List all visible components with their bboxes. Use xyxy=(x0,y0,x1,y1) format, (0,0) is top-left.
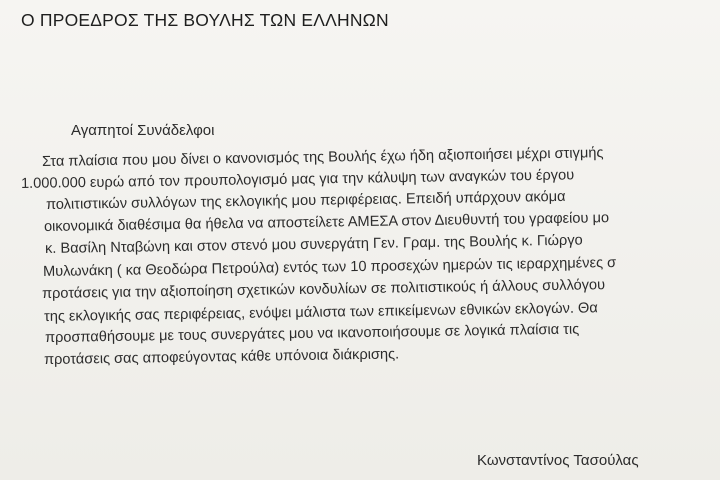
body-line: προσπαθήσουμε με τους συνεργάτες μου να ικανοποιήσουμε σε λογικά πλαίσια τις xyxy=(44,321,580,346)
body-line: 1.000.000 ευρώ από τον προυπολογισμό μας για την κάλυψη των αναγκών του έργου xyxy=(20,167,575,192)
body-line: προτάσεις σας αποφεύγοντας κάθε υπόνοια διάκρισης. xyxy=(43,346,400,368)
body-line: Μυλωνάκη ( κα Θεοδώρα Πετρούλα) εντός των 10 προσεχών ημερών τις ιεραρχημένες σ xyxy=(42,254,617,280)
body-line: Στα πλαίσια που μου δίνει ο κανονισμός της Βουλής έχω ήδη αξιοποιήσει μέχρι στιγμής xyxy=(41,145,604,170)
signature-name: Κωνσταντίνος Τασούλας xyxy=(477,452,639,469)
body-line: της εκλογικής σας περιφέρειας, ενόψει μάλιστα των επικείμενων εθνικών εκλογών. Θα xyxy=(43,300,598,325)
body-line: οικονομικά διαθέσιμα θα ήθελα να αποστείλετε ΑΜΕΣΑ στον Διευθυντή του γραφείου μο xyxy=(43,210,610,235)
salutation: Αγαπητοί Συνάδελφοι xyxy=(71,122,215,139)
body-line: πολιτιστικών συλλόγων της εκλογικής μου περιφέρειας. Επειδή υπάρχουν ακόμα xyxy=(45,188,566,213)
letterhead-title: Ο ΠΡΟΕΔΡΟΣ ΤΗΣ ΒΟΥΛΗΣ ΤΩΝ ΕΛΛΗΝΩΝ xyxy=(21,10,389,30)
body-line: κ. Βασίλη Νταβώνη και στον στενό μου συνεργάτη Γεν. Γραμ. της Βουλής κ. Γιώργο xyxy=(44,232,583,257)
body-line: προτάσεις για την αξιοποίηση σχετικών κονδυλίων σε πολιτιστικούς ή άλλους συλλόγου xyxy=(41,277,606,302)
